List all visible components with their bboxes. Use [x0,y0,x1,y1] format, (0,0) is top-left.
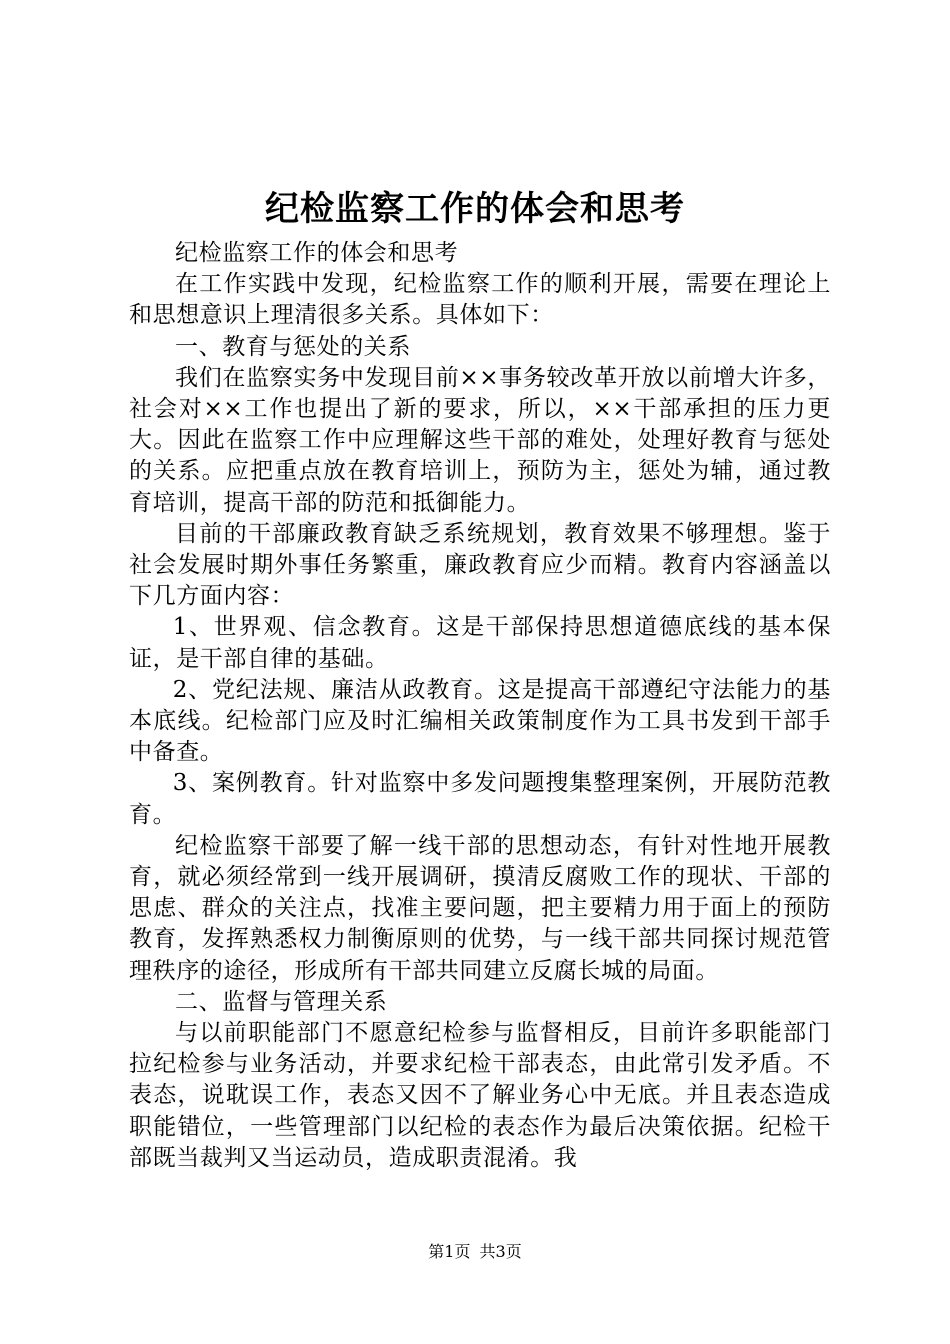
page-footer [0,1240,950,1264]
subtitle-paragraph: 纪检监察工作的体会和思考 [175,240,459,266]
list-item-worldview: 1、世界观、信念教育。这是干部保持思想道德底线的基本保证，是干部自律的基础。 [129,614,831,672]
section-heading-supervision: 二、监督与管理关系 [175,988,388,1015]
intro-paragraph: 在工作实践中发现，纪检监察工作的顺利开展，需要在理论上和思想意识上理清很多关系。具体如下： [129,271,831,329]
document-body [129,238,831,1174]
body-paragraph: 目前的干部廉政教育缺乏系统规划，教育效果不够理想。鉴于社会发展时期外事任务繁重，廉政教育应少而精。教育内容涵盖以下几方面内容： [129,520,831,610]
page-total: 共3页 [479,1242,522,1261]
list-item-case: 3、案例教育。针对监察中多发问题搜集整理案例，开展防范教育。 [129,770,831,828]
section-heading-education: 一、教育与惩处的关系 [175,333,411,360]
body-paragraph: 与以前职能部门不愿意纪检参与监督相反，目前许多职能部门拉纪检参与业务活动，并要求纪检干部表态，由此常引发矛盾。不表态，说耽误工作，表态又因不了解业务心中无底。并且表态造成职能错位，一些管理部门以纪检的表态作为最后决策依据。纪检干部既当裁判又当运动员，造成职责混淆。我 [129,1020,831,1171]
document-title: 纪检监察工作的体会和思考 [265,189,685,229]
list-item-discipline: 2、党纪法规、廉洁从政教育。这是提高干部遵纪守法能力的基本底线。纪检部门应及时汇编相关政策制度作为工具书发到干部手中备查。 [129,676,831,766]
body-paragraph: 我们在监察实务中发现目前××事务较改革开放以前增大许多，社会对××工作也提出了新的要求，所以，××干部承担的压力更大。因此在监察工作中应理解这些干部的难处，处理好教育与惩处的关系。应把重点放在教育培训上，预防为主，惩处为辅，通过教育培训，提高干部的防范和抵御能力。 [129,364,831,516]
body-paragraph: 纪检监察干部要了解一线干部的思想动态，有针对性地开展教育，就必须经常到一线开展调研，摸清反腐败工作的现状、干部的思虑、群众的关注点，找准主要问题，把主要精力用于面上的预防教育，发挥熟悉权力制衡原则的优势，与一线干部共同探讨规范管理秩序的途径，形成所有干部共同建立反腐长城的局面。 [129,832,831,984]
page-number: 第1页 [428,1242,471,1261]
